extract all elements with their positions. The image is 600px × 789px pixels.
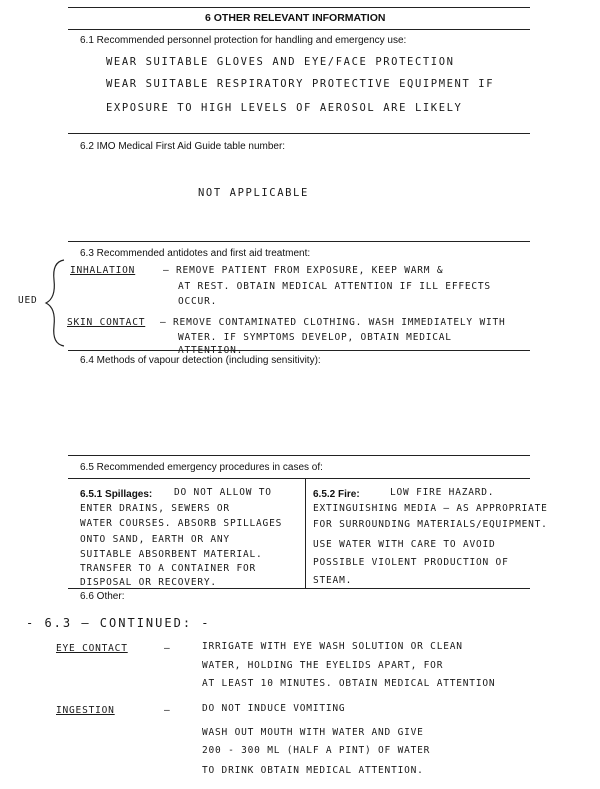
s65-rule [68,478,530,479]
ingestion-term: INGESTION [56,705,115,716]
spill-line-4: ONTO SAND, EARTH OR ANY [80,534,230,545]
inhalation-term: INHALATION [70,265,136,276]
section-title: 6 OTHER RELEVANT INFORMATION [205,12,386,24]
fire-label: 6.5.2 Fire: [313,489,360,500]
spill-line-1: DO NOT ALLOW TO [174,487,272,498]
inhalation-line-1: — REMOVE PATIENT FROM EXPOSURE, KEEP WARM & [163,265,444,276]
s65-label: 6.5 Recommended emergency procedures in cases of: [80,462,323,473]
spill-line-6: TRANSFER TO A CONTAINER FOR [80,563,257,574]
s63-label: 6.3 Recommended antidotes and first aid treatment: [80,248,311,259]
spill-line-3: WATER COURSES. ABSORB SPILLAGES [80,518,283,529]
skin-line-1: — REMOVE CONTAMINATED CLOTHING. WASH IMMEDIATELY WITH [160,317,506,328]
spill-line-2: ENTER DRAINS, SEWERS OR [80,503,230,514]
s65-divider [305,478,306,588]
spill-label: 6.5.1 Spillages: [80,489,153,500]
skin-line-2: WATER. IF SYMPTOMS DEVELOP, OBTAIN MEDICAL [178,332,452,343]
spill-line-5: SUITABLE ABSORBENT MATERIAL. [80,549,263,560]
fire-line-1: LOW FIRE HAZARD. [390,487,495,498]
s63-rule [68,350,530,351]
s61-line-1: WEAR SUITABLE GLOVES AND EYE/FACE PROTECTION [106,56,455,68]
ingestion-line-4: TO DRINK OBTAIN MEDICAL ATTENTION. [202,765,424,776]
title-rule [68,29,530,30]
eye-line-1: IRRIGATE WITH EYE WASH SOLUTION OR CLEAN [202,641,463,652]
fire-line-6: STEAM. [313,575,353,586]
skin-term: SKIN CONTACT [67,317,146,328]
ingestion-line-1: DO NOT INDUCE VOMITING [202,703,346,714]
inhalation-line-2: AT REST. OBTAIN MEDICAL ATTENTION IF ILL EFFECTS [178,281,491,292]
spill-line-7: DISPOSAL OR RECOVERY. [80,577,217,588]
s62-rule [68,241,530,242]
eye-term: EYE CONTACT [56,643,128,654]
inhalation-line-3: OCCUR. [178,296,218,307]
ingestion-dash: — [164,705,171,716]
s64-rule [68,455,530,456]
top-rule [68,7,530,8]
eye-line-2: WATER, HOLDING THE EYELIDS APART, FOR [202,660,444,671]
s61-rule [68,133,530,134]
fire-line-3: FOR SURROUNDING MATERIALS/EQUIPMENT. [313,519,548,530]
s61-line-2: WEAR SUITABLE RESPIRATORY PROTECTIVE EQUIPMENT IF [106,78,495,90]
eye-line-3: AT LEAST 10 MINUTES. OBTAIN MEDICAL ATTENTION [202,678,496,689]
ingestion-line-2: WASH OUT MOUTH WITH WATER AND GIVE [202,727,424,738]
s65-bottom-rule [68,588,530,589]
s62-value: NOT APPLICABLE [198,187,309,199]
fire-line-2: EXTINGUISHING MEDIA — AS APPROPRIATE [313,503,548,514]
s66-label: 6.6 Other: [80,591,125,602]
fire-line-4: USE WATER WITH CARE TO AVOID [313,539,496,550]
s61-line-3: EXPOSURE TO HIGH LEVELS OF AEROSOL ARE LIKELY [106,102,463,114]
s64-label: 6.4 Methods of vapour detection (including sensitivity): [80,355,321,366]
s61-label: 6.1 Recommended personnel protection for handling and emergency use: [80,35,407,46]
s63-margin-note: UED [18,295,38,306]
fire-line-5: POSSIBLE VIOLENT PRODUCTION OF [313,557,509,568]
cont-heading: - 6.3 — CONTINUED: - [26,616,211,630]
ingestion-line-3: 200 - 300 ML (HALF A PINT) OF WATER [202,745,431,756]
eye-dash: — [164,643,171,654]
curly-brace [44,258,66,348]
s62-label: 6.2 IMO Medical First Aid Guide table number: [80,141,286,152]
